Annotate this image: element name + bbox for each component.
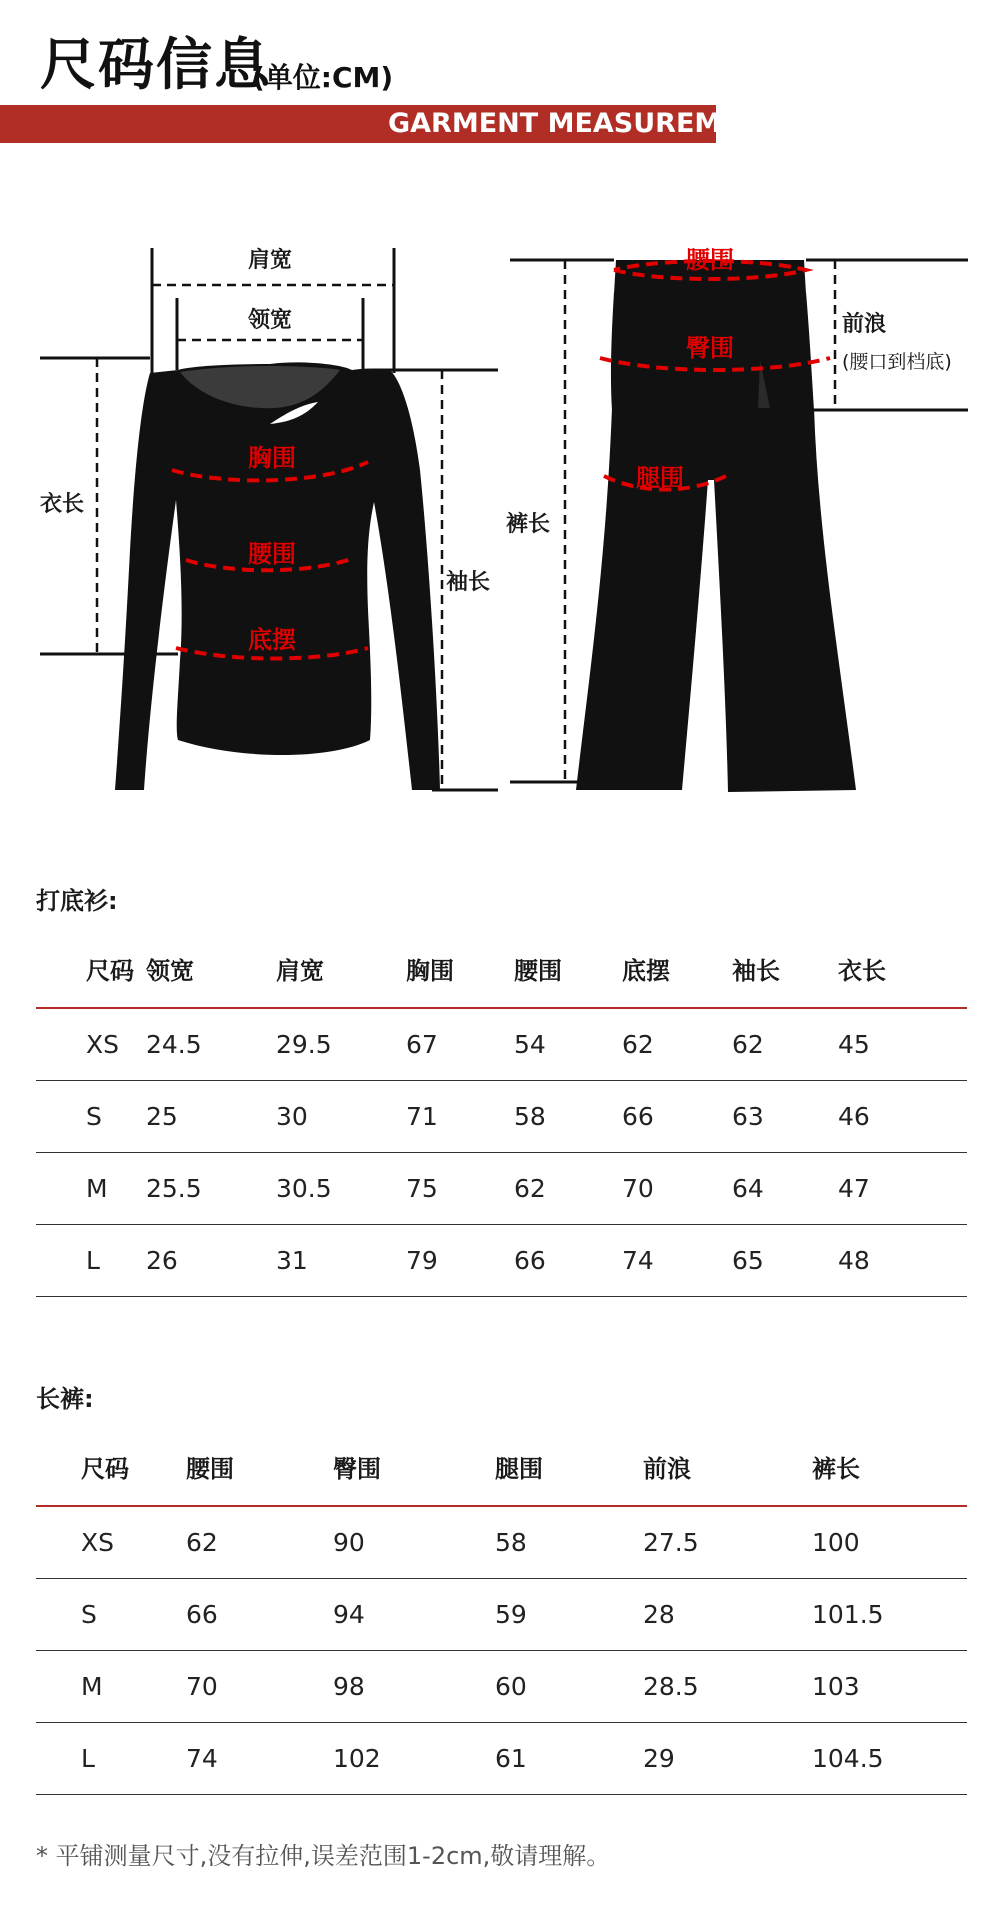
cell: 62	[514, 1153, 622, 1225]
top-table-title: 打底衫:	[36, 887, 118, 915]
cell: 30	[276, 1081, 406, 1153]
table-row	[36, 1579, 967, 1651]
cell: 70	[186, 1651, 333, 1723]
pants-size-table	[36, 1428, 967, 1795]
cell-size: S	[36, 1081, 146, 1153]
cell: 46	[838, 1081, 967, 1153]
footnote: * 平铺测量尺寸,没有拉伸,误差范围1-2cm,敬请理解。	[36, 1842, 611, 1870]
cell: 102	[333, 1723, 495, 1795]
label-sleeve-length: 袖长	[446, 570, 491, 595]
cell: 25	[146, 1081, 276, 1153]
cell: 63	[732, 1081, 838, 1153]
cell: 62	[732, 1008, 838, 1081]
cell: 45	[838, 1008, 967, 1081]
cell: 74	[622, 1225, 732, 1297]
cell: 90	[333, 1506, 495, 1579]
header-thigh: 腿围	[495, 1428, 643, 1506]
label-top-waist: 腰围	[248, 540, 296, 568]
cell: 104.5	[812, 1723, 967, 1795]
cell: 30.5	[276, 1153, 406, 1225]
cell-size: L	[36, 1723, 186, 1795]
header-pants-length: 裤长	[812, 1428, 967, 1506]
cell: 101.5	[812, 1579, 967, 1651]
table-row	[36, 1153, 967, 1225]
cell-size: M	[36, 1153, 146, 1225]
banner-subtitle: GARMENT MEASUREMENTS	[388, 108, 801, 139]
table-header-row	[36, 1428, 967, 1506]
label-hem: 底摆	[248, 626, 296, 654]
cell: 62	[622, 1008, 732, 1081]
cell: 79	[406, 1225, 514, 1297]
label-front-rise-note: (腰口到档底)	[842, 351, 952, 373]
cell: 100	[812, 1506, 967, 1579]
cell: 60	[495, 1651, 643, 1723]
cell: 58	[495, 1506, 643, 1579]
label-thigh: 腿围	[636, 464, 684, 492]
cell: 103	[812, 1651, 967, 1723]
header-hem: 底摆	[622, 930, 732, 1008]
cell-size: S	[36, 1579, 186, 1651]
cell: 74	[186, 1723, 333, 1795]
header-front-rise: 前浪	[643, 1428, 812, 1506]
header-size: 尺码	[36, 1428, 186, 1506]
cell: 59	[495, 1579, 643, 1651]
cell: 54	[514, 1008, 622, 1081]
cell: 29	[643, 1723, 812, 1795]
header-neck-width: 领宽	[146, 930, 276, 1008]
cell: 25.5	[146, 1153, 276, 1225]
label-front-rise: 前浪	[842, 312, 887, 337]
cell: 28.5	[643, 1651, 812, 1723]
table-row	[36, 1506, 967, 1579]
cell: 98	[333, 1651, 495, 1723]
header-waist: 腰围	[186, 1428, 333, 1506]
cell-size: L	[36, 1225, 146, 1297]
table-row	[36, 1723, 967, 1795]
header-body-length: 衣长	[838, 930, 967, 1008]
cell: 65	[732, 1225, 838, 1297]
table-header-row	[36, 930, 967, 1008]
cell: 62	[186, 1506, 333, 1579]
cell: 28	[643, 1579, 812, 1651]
cell: 47	[838, 1153, 967, 1225]
label-shoulder-width: 肩宽	[248, 248, 293, 273]
pants-table-title: 长裤:	[36, 1385, 94, 1413]
label-pants-length: 裤长	[506, 512, 551, 537]
header-waist: 腰围	[514, 930, 622, 1008]
cell: 94	[333, 1579, 495, 1651]
header-sleeve-length: 袖长	[732, 930, 838, 1008]
label-chest: 胸围	[248, 444, 296, 472]
cell: 31	[276, 1225, 406, 1297]
cell: 29.5	[276, 1008, 406, 1081]
cell: 58	[514, 1081, 622, 1153]
cell: 67	[406, 1008, 514, 1081]
cell: 66	[622, 1081, 732, 1153]
header-size: 尺码	[36, 930, 146, 1008]
cell-size: XS	[36, 1008, 146, 1081]
cell: 75	[406, 1153, 514, 1225]
cell: 70	[622, 1153, 732, 1225]
label-hip: 臀围	[686, 334, 734, 362]
unit-label: (单位:CM)	[252, 61, 394, 94]
cell: 26	[146, 1225, 276, 1297]
label-body-length: 衣长	[40, 492, 85, 517]
table-row	[36, 1225, 967, 1297]
cell-size: XS	[36, 1506, 186, 1579]
cell-size: M	[36, 1651, 186, 1723]
header-shoulder-width: 肩宽	[276, 930, 406, 1008]
label-neck-width: 领宽	[248, 308, 293, 333]
label-pants-waist: 腰围	[686, 246, 734, 274]
table-row	[36, 1008, 967, 1081]
pants-illustration	[510, 260, 968, 792]
page-title: 尺码信息	[40, 33, 272, 98]
cell: 66	[186, 1579, 333, 1651]
cell: 48	[838, 1225, 967, 1297]
header-hip: 臀围	[333, 1428, 495, 1506]
cell: 71	[406, 1081, 514, 1153]
table-row	[36, 1651, 967, 1723]
header-chest: 胸围	[406, 930, 514, 1008]
cell: 27.5	[643, 1506, 812, 1579]
cell: 64	[732, 1153, 838, 1225]
cell: 61	[495, 1723, 643, 1795]
cell: 66	[514, 1225, 622, 1297]
table-row	[36, 1081, 967, 1153]
cell: 24.5	[146, 1008, 276, 1081]
top-size-table	[36, 930, 967, 1297]
